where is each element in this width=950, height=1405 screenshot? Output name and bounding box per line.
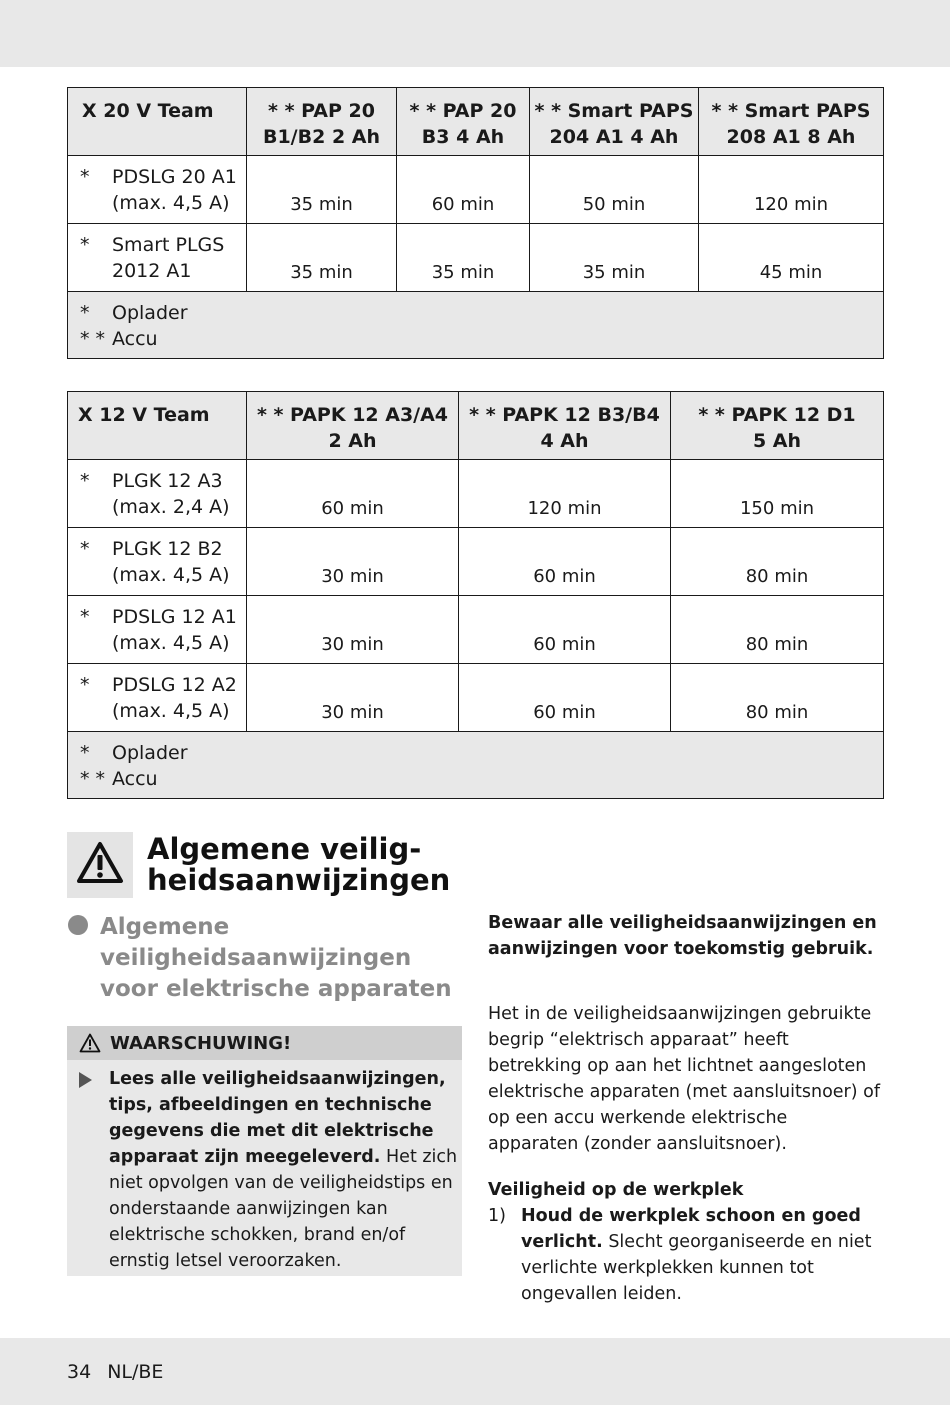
- time-cell: 60 min: [397, 156, 530, 224]
- header-cell: * * PAP 20 B1/B2 2 Ah: [247, 88, 397, 156]
- time-cell: 80 min: [671, 528, 884, 596]
- time-cell: 30 min: [247, 664, 459, 732]
- time-cell: 120 min: [459, 460, 671, 528]
- header-cell: X 12 V Team: [68, 392, 247, 460]
- warning-header: [67, 1026, 462, 1060]
- keep-instructions-note: Bewaar alle veiligheidsaanwijzingen en aanwijzingen voor toekomstig gebruik.: [488, 913, 877, 959]
- time-cell: 80 min: [671, 596, 884, 664]
- charger-label: PDSLG 12 A2 (max. 4,5 A): [112, 674, 237, 722]
- warning-sign-box: [67, 832, 133, 898]
- charger-label: PDSLG 12 A1 (max. 4,5 A): [112, 606, 237, 654]
- section-title: Algemene veilig- heidsaanwijzingen: [147, 832, 451, 897]
- table-header-row: [68, 88, 884, 156]
- time-cell: 60 min: [459, 596, 671, 664]
- legend-cell: * Oplader * * Accu: [68, 732, 884, 799]
- charger-cell: * PDSLG 20 A1 (max. 4,5 A): [68, 156, 247, 224]
- charger-label: PLGK 12 A3 (max. 2,4 A): [112, 470, 230, 518]
- definition-paragraph: Het in de veiligheidsaanwijzingen gebruikte begrip “elektrisch apparaat” heeft betrekking op aan het lichtnet aangesloten elektrische apparaten (met aansluitsnoer) of op een accu werkende elektrische apparaten (zonder aansluitsnoer).: [488, 1004, 881, 1154]
- table-row: [68, 224, 884, 292]
- table-row: [68, 596, 884, 664]
- charger-label: PDSLG 20 A1 (max. 4,5 A): [112, 166, 237, 214]
- table-row: [68, 460, 884, 528]
- legend-cell: * Oplader * * Accu: [68, 292, 884, 359]
- page-number: 34: [67, 1361, 92, 1383]
- time-cell: 30 min: [247, 596, 459, 664]
- bullet-dot-icon: [68, 915, 88, 935]
- time-cell: 60 min: [459, 528, 671, 596]
- table-header-row: [68, 392, 884, 460]
- language-code: NL/BE: [107, 1361, 164, 1383]
- table-row: [68, 664, 884, 732]
- time-cell: 150 min: [671, 460, 884, 528]
- time-cell: 50 min: [530, 156, 699, 224]
- charge-time-table-12v: [67, 391, 884, 799]
- charger-label: PLGK 12 B2 (max. 4,5 A): [112, 538, 230, 586]
- time-cell: 35 min: [247, 156, 397, 224]
- time-cell: 45 min: [699, 224, 884, 292]
- time-cell: 60 min: [247, 460, 459, 528]
- time-cell: 35 min: [247, 224, 397, 292]
- section-subtitle: Algemene veiligheidsaanwijzingen voor elektrische apparaten: [100, 914, 452, 1002]
- time-cell: 35 min: [397, 224, 530, 292]
- charger-cell: * Smart PLGS 2012 A1: [68, 224, 247, 292]
- header-cell: * * PAPK 12 A3/A4 2 Ah: [247, 392, 459, 460]
- warning-text: Lees alle veiligheidsaanwijzingen, tips, afbeeldingen en technische gegevens die met dit elektrische apparaat zijn meegeleverd. Het zich niet opvolgen van de veiligheidstips en onderstaande aanwijzingen kan elektrische schokken, brand en/of ernstig letsel veroorzaken.: [109, 1069, 458, 1271]
- legend-row: [68, 732, 884, 799]
- warning-box: [67, 1026, 462, 1276]
- legend-row: [68, 292, 884, 359]
- table-row: [68, 156, 884, 224]
- charger-label: Smart PLGS 2012 A1: [112, 234, 225, 282]
- warning-triangle-icon: [76, 841, 124, 889]
- charger-cell: * PDSLG 12 A1 (max. 4,5 A): [68, 596, 247, 664]
- page-footer: [67, 1361, 163, 1383]
- time-cell: 120 min: [699, 156, 884, 224]
- charge-time-table-20v: [67, 87, 884, 359]
- charger-cell: * PDSLG 12 A2 (max. 4,5 A): [68, 664, 247, 732]
- header-cell: X 20 V Team: [68, 88, 247, 156]
- header-cell: * * Smart PAPS 208 A1 8 Ah: [699, 88, 884, 156]
- top-band: [0, 0, 950, 67]
- list-item: 1) Houd de werkplek schoon en goed verlicht. Slecht georganiseerde en niet verlichte werkplekken kunnen tot ongevallen leiden.: [488, 1203, 883, 1307]
- header-cell: * * Smart PAPS 204 A1 4 Ah: [530, 88, 699, 156]
- time-cell: 30 min: [247, 528, 459, 596]
- table-row: [68, 528, 884, 596]
- time-cell: 60 min: [459, 664, 671, 732]
- time-cell: 35 min: [530, 224, 699, 292]
- charger-cell: * PLGK 12 B2 (max. 4,5 A): [68, 528, 247, 596]
- arrow-right-icon: [79, 1072, 92, 1088]
- header-cell: * * PAP 20 B3 4 Ah: [397, 88, 530, 156]
- item-number: 1): [488, 1206, 506, 1226]
- header-cell: * * PAPK 12 B3/B4 4 Ah: [459, 392, 671, 460]
- warning-triangle-icon: [79, 1033, 101, 1053]
- charger-cell: * PLGK 12 A3 (max. 2,4 A): [68, 460, 247, 528]
- header-cell: * * PAPK 12 D1 5 Ah: [671, 392, 884, 460]
- workplace-heading: Veiligheid op de werkplek: [488, 1180, 744, 1200]
- time-cell: 80 min: [671, 664, 884, 732]
- warning-heading: WAARSCHUWING!: [110, 1032, 292, 1054]
